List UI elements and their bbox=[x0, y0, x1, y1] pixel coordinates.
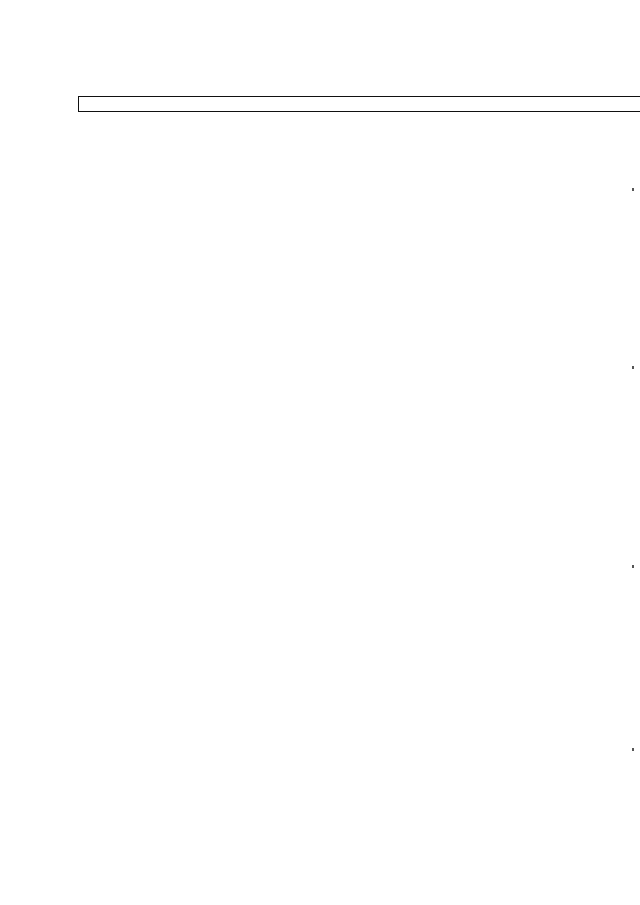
inspection-table bbox=[78, 96, 640, 112]
margin-mark bbox=[632, 366, 634, 369]
margin-mark bbox=[632, 188, 634, 191]
margin-mark bbox=[632, 565, 634, 568]
section-heading bbox=[79, 97, 640, 112]
margin-mark bbox=[632, 748, 634, 751]
